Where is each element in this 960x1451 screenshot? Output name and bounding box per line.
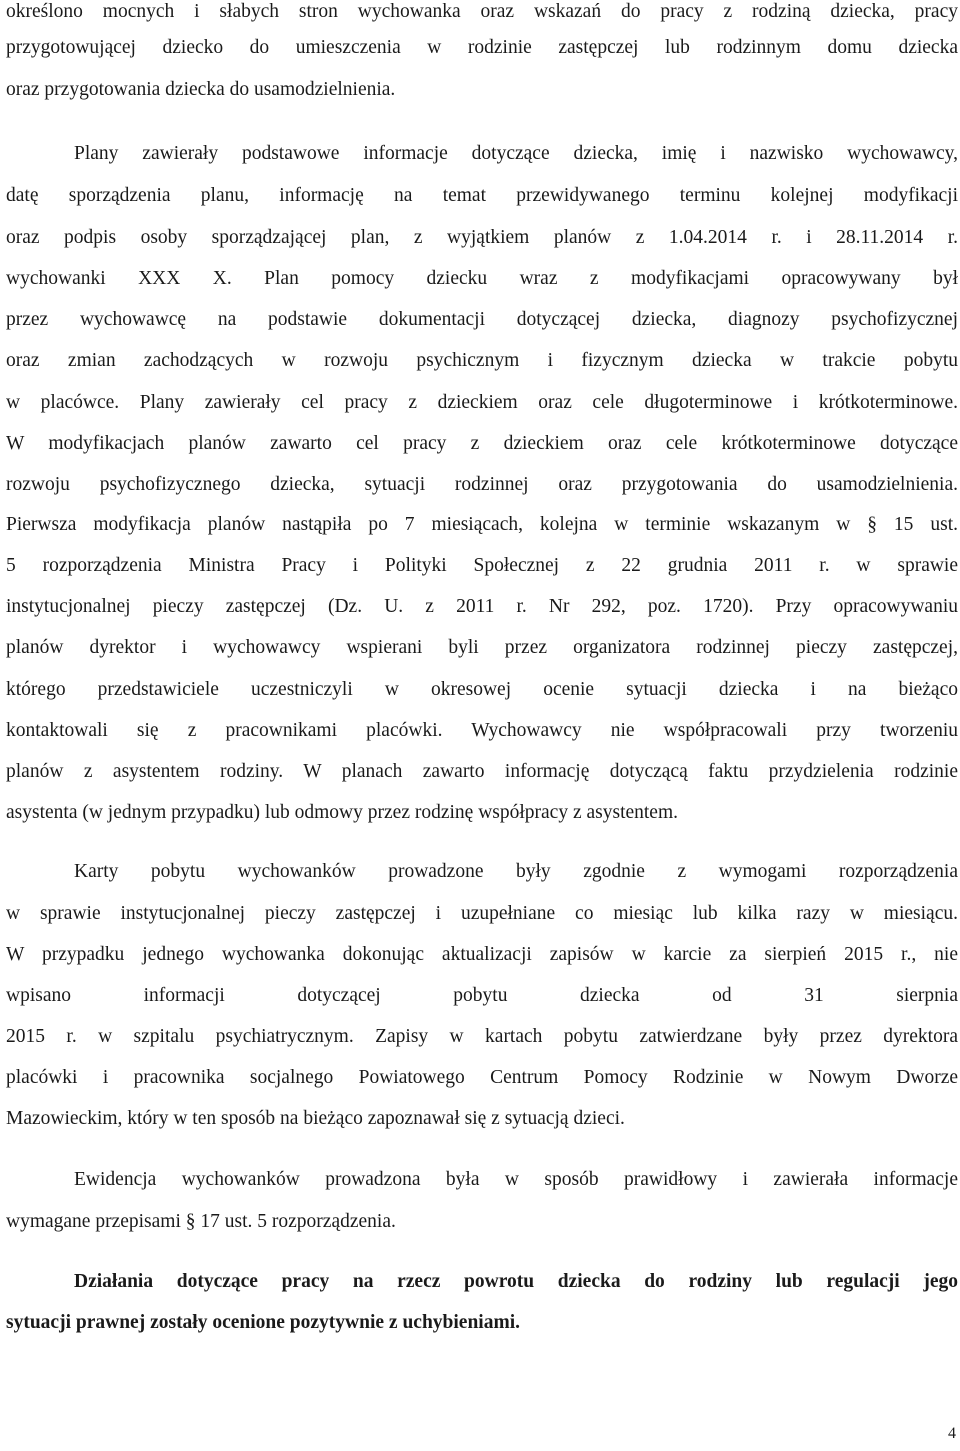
paragraph-line: Mazowieckim, który w ten sposób na bieżąco zapoznawał się z sytuacją dzieci. <box>6 1108 625 1129</box>
paragraph-line: w placówce. Plany zawierały cel pracy z dzieckiem oraz cele długoterminowe i krótkoterminowe. <box>6 392 958 413</box>
paragraph-line: asystenta (w jednym przypadku) lub odmowy przez rodzinę współpracy z asystentem. <box>6 802 679 823</box>
paragraph-line: rozwoju psychofizycznego dziecka, sytuacji rodzinnej oraz przygotowania do usamodzielnienia. <box>6 474 958 495</box>
paragraph-line: przez wychowawcę na podstawie dokumentacji dotyczącej dziecka, diagnozy psychofizycznej <box>6 309 958 330</box>
paragraph-line: kontaktowali się z pracownikami placówki. Wychowawcy nie współpracowali przy tworzeniu <box>6 720 958 741</box>
paragraph-line: planów z asystentem rodziny. W planach zawarto informację dotyczącą faktu przydzielenia rodzinie <box>6 761 958 782</box>
paragraph-line: Pierwsza modyfikacja planów nastąpiła po 7 miesiącach, kolejna w terminie wskazanym w § 15 ust. <box>6 514 958 535</box>
paragraph-line: oraz przygotowania dziecka do usamodzielnienia. <box>6 79 396 100</box>
page-number: 4 <box>948 1425 956 1442</box>
paragraph-line: oraz podpis osoby sporządzającej plan, z wyjątkiem planów z 1.04.2014 r. i 28.11.2014 r. <box>6 227 958 248</box>
paragraph-line: wymagane przepisami § 17 ust. 5 rozporządzenia. <box>6 1211 396 1232</box>
paragraph-line: wpisano informacji dotyczącej pobytu dziecka od 31 sierpnia <box>6 985 958 1006</box>
paragraph-line: wychowanki XXX X. Plan pomocy dziecku wraz z modyfikacjami opracowywany był <box>6 268 958 289</box>
paragraph-line: datę sporządzenia planu, informację na temat przewidywanego terminu kolejnej modyfikacji <box>6 185 958 206</box>
paragraph-line: instytucjonalnej pieczy zastępczej (Dz. U. z 2011 r. Nr 292, poz. 1720). Przy opracowywaniu <box>6 596 958 617</box>
paragraph-line: W przypadku jednego wychowanka dokonując aktualizacji zapisów w karcie za sierpień 2015 r., nie <box>6 944 958 965</box>
bold-paragraph-line: Działania dotyczące pracy na rzecz powrotu dziecka do rodziny lub regulacji jego <box>74 1271 958 1292</box>
paragraph-line: 2015 r. w szpitalu psychiatrycznym. Zapisy w kartach pobytu zatwierdzane były przez dyrektora <box>6 1026 958 1047</box>
paragraph-line: którego przedstawiciele uczestniczyli w okresowej ocenie sytuacji dziecka i na bieżąco <box>6 679 958 700</box>
paragraph-line: Ewidencja wychowanków prowadzona była w sposób prawidłowy i zawierała informacje <box>74 1169 958 1190</box>
paragraph-line: placówki i pracownika socjalnego Powiatowego Centrum Pomocy Rodzinie w Nowym Dworze <box>6 1067 958 1088</box>
bold-paragraph-line: sytuacji prawnej zostały ocenione pozytywnie z uchybieniami. <box>6 1312 521 1333</box>
paragraph-line: Plany zawierały podstawowe informacje dotyczące dziecka, imię i nazwisko wychowawcy, <box>74 143 958 164</box>
paragraph-line: planów dyrektor i wychowawcy wspierani byli przez organizatora rodzinnej pieczy zastępczej, <box>6 637 958 658</box>
paragraph-line: W modyfikacjach planów zawarto cel pracy z dzieckiem oraz cele krótkoterminowe dotyczące <box>6 433 958 454</box>
paragraph-line: przygotowującej dziecko do umieszczenia w rodzinie zastępczej lub rodzinnym domu dziecka <box>6 37 958 58</box>
paragraph-line: 5 rozporządzenia Ministra Pracy i Polityki Społecznej z 22 grudnia 2011 r. w sprawie <box>6 555 958 576</box>
paragraph-line: oraz zmian zachodzących w rozwoju psychicznym i fizycznym dziecka w trakcie pobytu <box>6 350 958 371</box>
paragraph-line: Karty pobytu wychowanków prowadzone były zgodnie z wymogami rozporządzenia <box>74 861 958 882</box>
paragraph-line: w sprawie instytucjonalnej pieczy zastępczej i uzupełniane co miesiąc lub kilka razy w miesiącu. <box>6 903 958 924</box>
paragraph-line: określono mocnych i słabych stron wychowanka oraz wskazań do pracy z rodziną dziecka, pracy <box>6 1 958 22</box>
